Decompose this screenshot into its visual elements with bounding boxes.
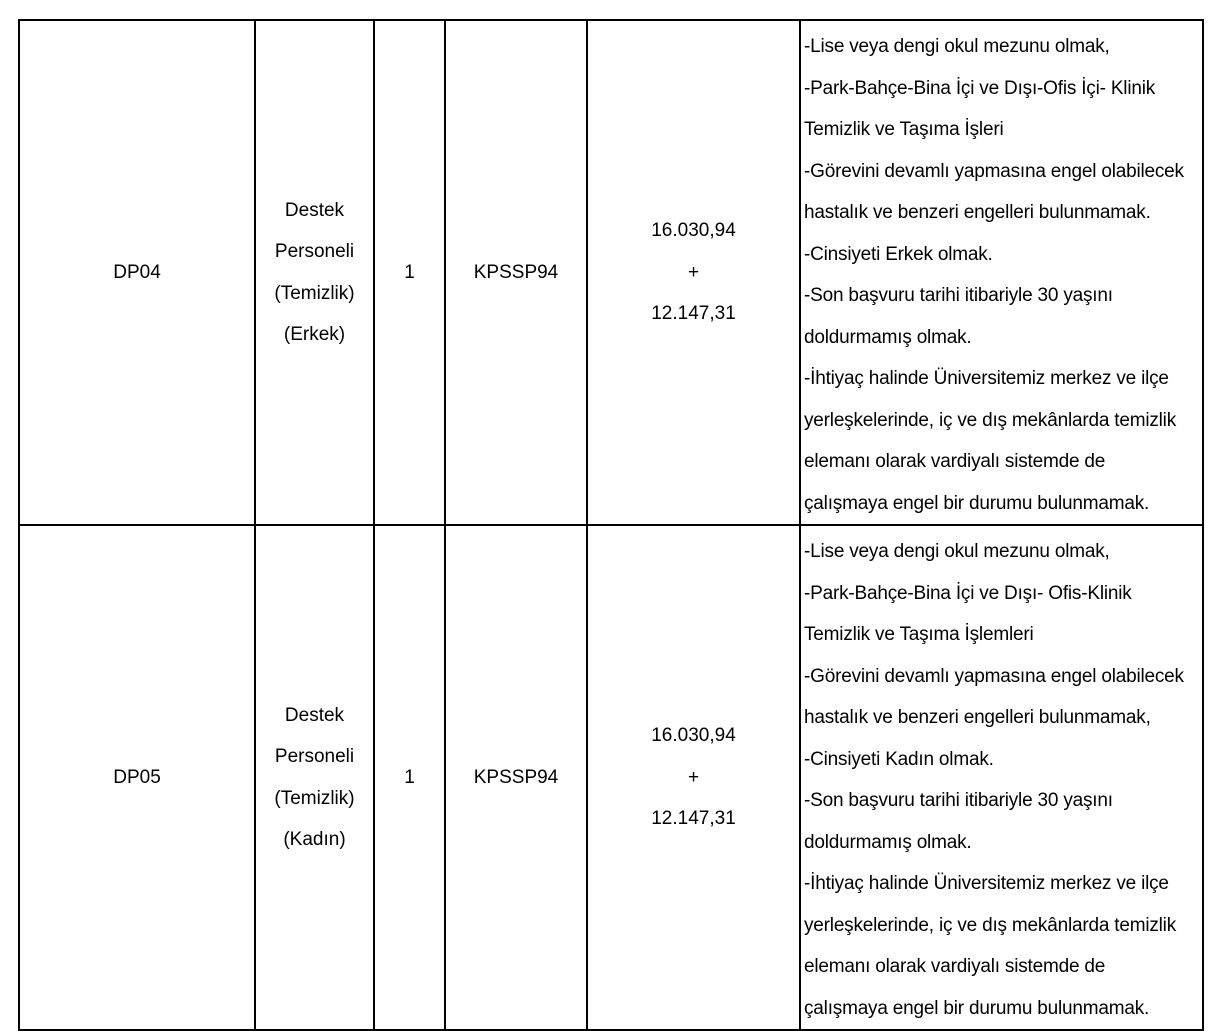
table-row	[19, 20, 1203, 525]
requirement-line: -İhtiyaç halinde Üniversitemiz merkez ve ilçe	[804, 873, 1169, 894]
requirements	[800, 525, 1203, 1030]
requirement-line: -Son başvuru tarihi itibariyle 30 yaşını	[804, 285, 1113, 306]
position-count	[374, 20, 445, 525]
title-line: Personeli	[274, 241, 355, 262]
requirement-line: hastalık ve benzeri engelleri bulunmamak.	[804, 202, 1151, 223]
requirements-list	[801, 526, 1202, 1029]
requirement-line: elemanı olarak vardiyalı sistemde de	[804, 956, 1106, 977]
requirement-line: -Son başvuru tarihi itibariyle 30 yaşını	[804, 790, 1113, 811]
requirement-line: Temizlik ve Taşıma İşleri	[804, 119, 1004, 140]
score-type	[445, 525, 587, 1030]
salary-line: 16.030,94	[651, 725, 736, 747]
requirement-line: -Lise veya dengi okul mezunu olmak,	[804, 36, 1110, 57]
title-line: (Kadın)	[283, 829, 346, 850]
salary-line: 12.147,31	[651, 808, 736, 830]
salary-line: +	[687, 766, 700, 788]
score-type	[445, 20, 587, 525]
requirement-line: -Lise veya dengi okul mezunu olmak,	[804, 541, 1110, 562]
requirement-line: -Park-Bahçe-Bina İçi ve Dışı- Ofis-Klinik	[804, 582, 1132, 604]
salary-line: +	[687, 261, 700, 283]
score-type-text: KPSSP94	[473, 261, 559, 283]
requirement-line: doldurmamış olmak.	[804, 326, 972, 348]
title-line: (Temizlik)	[274, 282, 355, 304]
requirement-line: Temizlik ve Taşıma İşlemleri	[804, 624, 1034, 645]
position-count-text: 1	[404, 261, 415, 283]
title-line: Destek	[284, 199, 345, 221]
requirement-line: yerleşkelerinde, iç ve dış mekânlarda temizlik	[804, 914, 1177, 936]
position-title	[255, 20, 374, 525]
requirement-line: -Cinsiyeti Erkek olmak.	[804, 243, 993, 265]
requirement-line: hastalık ve benzeri engelleri bulunmamak,	[804, 707, 1151, 728]
position-code-text: DP05	[113, 766, 161, 788]
position-code	[19, 20, 255, 525]
requirement-line: -Görevini devamlı yapmasına engel olabilecek	[804, 160, 1184, 182]
requirement-line: çalışmaya engel bir durumu bulunmamak.	[804, 997, 1150, 1019]
position-count-text: 1	[404, 766, 415, 788]
requirements	[800, 20, 1203, 525]
requirements-list	[801, 21, 1202, 524]
title-line: (Temizlik)	[274, 787, 355, 809]
position-code-text: DP04	[113, 261, 161, 283]
title-line: Personeli	[274, 746, 355, 767]
requirement-line: çalışmaya engel bir durumu bulunmamak.	[804, 492, 1150, 514]
positions-table	[18, 19, 1204, 1031]
table-row	[19, 525, 1203, 1030]
position-count	[374, 525, 445, 1030]
requirement-line: -Park-Bahçe-Bina İçi ve Dışı-Ofis İçi- Klinik	[804, 77, 1156, 99]
position-code	[19, 525, 255, 1030]
requirement-line: yerleşkelerinde, iç ve dış mekânlarda temizlik	[804, 409, 1177, 431]
salary-line: 12.147,31	[651, 303, 736, 325]
salary-line: 16.030,94	[651, 220, 736, 242]
title-line: (Erkek)	[283, 324, 346, 345]
score-type-text: KPSSP94	[473, 766, 559, 788]
requirement-line: elemanı olarak vardiyalı sistemde de	[804, 451, 1106, 472]
requirement-line: -Görevini devamlı yapmasına engel olabilecek	[804, 665, 1184, 687]
salary	[587, 20, 800, 525]
position-title	[255, 525, 374, 1030]
salary	[587, 525, 800, 1030]
requirement-line: -İhtiyaç halinde Üniversitemiz merkez ve ilçe	[804, 368, 1169, 389]
requirement-line: doldurmamış olmak.	[804, 831, 972, 853]
requirement-line: -Cinsiyeti Kadın olmak.	[804, 748, 994, 770]
title-line: Destek	[284, 704, 345, 726]
